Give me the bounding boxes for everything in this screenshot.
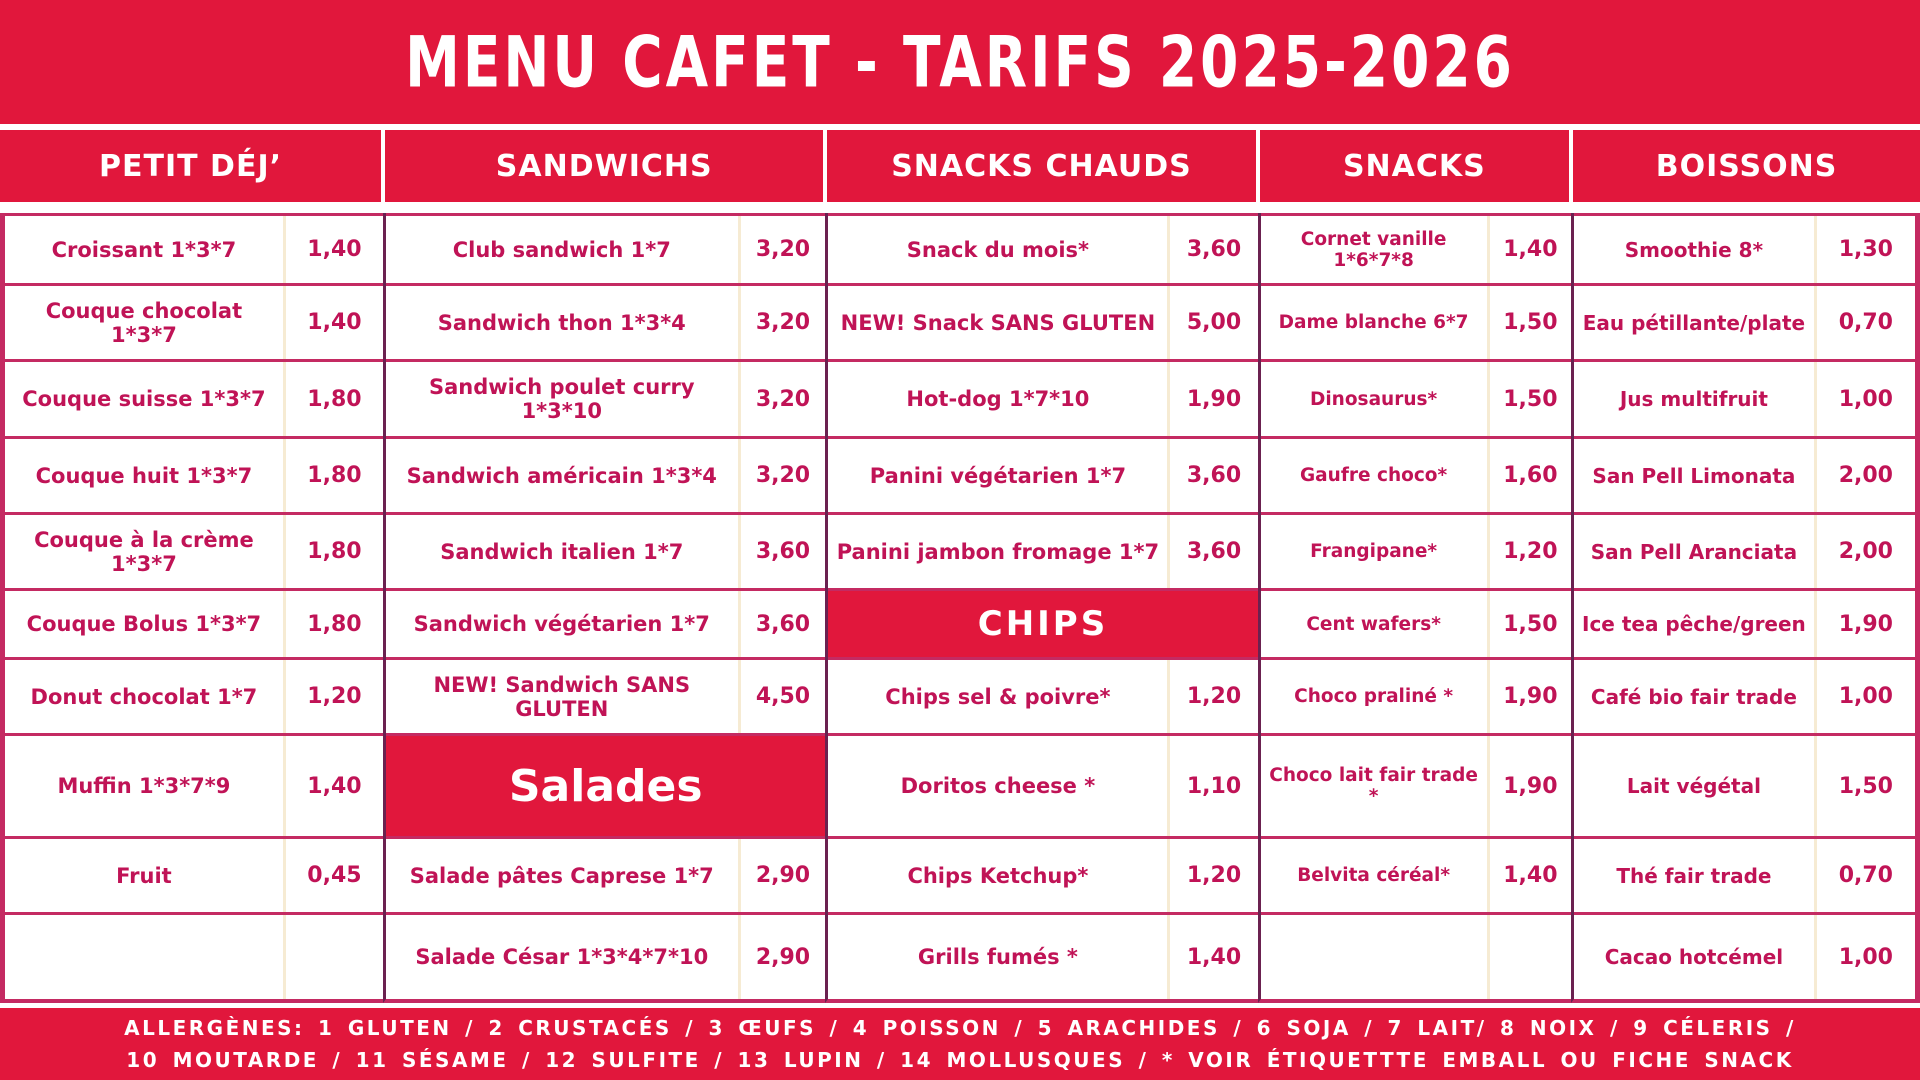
item-name: Dinosaurus* [1309, 388, 1438, 410]
item-name: Eau pétillante/plate [1582, 310, 1806, 335]
item-name: Jus multifruit [1619, 387, 1768, 411]
menu-item-row [1574, 836, 1915, 912]
menu-item-row [1574, 512, 1915, 588]
item-price: 3,20 [738, 286, 826, 359]
column-header: SNACKS CHAUDS [827, 130, 1255, 202]
menu-item-row [828, 436, 1257, 512]
item-price: 2,00 [1814, 515, 1915, 588]
item-name: Grills fumés * [917, 945, 1078, 969]
empty-name-cell [1261, 915, 1487, 999]
item-price: 1,40 [1487, 216, 1571, 283]
item-price: 1,50 [1487, 591, 1571, 657]
item-price: 1,40 [283, 216, 383, 283]
item-price: 1,90 [1487, 736, 1571, 836]
menu-item-row [5, 213, 383, 283]
section-banner: CHIPS [828, 591, 1257, 657]
item-name: Sandwich italien 1*7 [440, 539, 684, 564]
menu-item-row [1574, 588, 1915, 657]
item-name: Doritos cheese * [900, 774, 1096, 798]
title-banner [0, 0, 1920, 124]
menu-item-row [1574, 657, 1915, 733]
item-name: Salade pâtes Caprese 1*7 [409, 863, 714, 888]
menu-item-row [5, 359, 383, 436]
item-price: 1,10 [1167, 736, 1257, 836]
menu-item-row [1574, 912, 1915, 999]
item-name: Sandwich poulet curry 1*3*10 [428, 375, 695, 423]
item-name: Smoothie 8* [1624, 237, 1764, 262]
menu-item-row [1574, 359, 1915, 436]
item-name: Couque suisse 1*3*7 [22, 387, 266, 411]
menu-item-row [828, 912, 1257, 999]
item-price: 0,45 [283, 839, 383, 912]
column-header: PETIT DÉJ’ [0, 130, 381, 202]
column-header: SANDWICHS [385, 130, 823, 202]
item-price: 1,00 [1814, 362, 1915, 436]
item-name: Salade César 1*3*4*7*10 [415, 945, 709, 969]
menu-item-row [5, 588, 383, 657]
item-price: 3,20 [738, 362, 826, 436]
menu-item-row [5, 657, 383, 733]
item-price: 1,40 [283, 286, 383, 359]
item-price: 1,40 [1167, 915, 1257, 999]
item-price: 2,90 [738, 915, 826, 999]
menu-item-row [5, 436, 383, 512]
menu-item-row [1574, 213, 1915, 283]
item-price: 1,50 [1814, 736, 1915, 836]
menu-column [383, 130, 825, 1003]
menu-item-row [828, 213, 1257, 283]
item-name: Donut chocolat 1*7 [30, 684, 258, 709]
item-price: 1,90 [1167, 362, 1257, 436]
menu-item-row [386, 283, 825, 359]
item-name: Frangipane* [1310, 541, 1438, 562]
item-name: Hot-dog 1*7*10 [906, 387, 1090, 411]
item-name: Chips Ketchup* [907, 863, 1089, 888]
empty-price-cell [283, 915, 383, 999]
column-body [383, 213, 825, 1003]
item-name: San Pell Aranciata [1590, 539, 1798, 564]
menu-item-row [1261, 283, 1572, 359]
menu-item-row [1574, 283, 1915, 359]
item-price: 1,00 [1814, 660, 1915, 733]
section-banner-row [828, 588, 1257, 657]
item-price: 3,20 [738, 439, 826, 512]
item-price: 3,20 [738, 216, 826, 283]
item-price: 3,60 [1167, 216, 1257, 283]
column-body [825, 213, 1257, 1003]
item-price: 1,40 [283, 736, 383, 836]
column-header: SNACKS [1260, 130, 1570, 202]
item-name: Sandwich thon 1*3*4 [437, 310, 686, 335]
item-price: 1,50 [1487, 362, 1571, 436]
item-name: San Pell Limonata [1592, 463, 1796, 488]
item-name: Couque à la crème 1*3*7 [34, 527, 254, 576]
menu-item-row [828, 657, 1257, 733]
item-name: Belvita céréal* [1297, 865, 1451, 886]
menu-table [0, 130, 1920, 1003]
menu-item-row [386, 836, 825, 912]
column-body [1571, 213, 1920, 1003]
item-name: Choco lait fair trade * [1269, 765, 1478, 807]
menu-item-row [1574, 733, 1915, 836]
menu-column [0, 130, 383, 1003]
item-price: 1,20 [283, 660, 383, 733]
item-name: Club sandwich 1*7 [452, 237, 671, 262]
item-price: 3,60 [738, 591, 826, 657]
item-price: 2,90 [738, 839, 826, 912]
item-name: Couque chocolat 1*3*7 [45, 298, 243, 347]
item-name: Couque Bolus 1*3*7 [26, 612, 262, 636]
allergen-line-2: 10 MOUTARDE / 11 SÉSAME / 12 SULFITE / 13 LUPIN / 14 MOLLUSQUES / * VOIR ÉTIQUETTTE EMBALL OU FICHE SNACK [126, 1048, 1794, 1072]
menu-item-row [386, 912, 825, 999]
menu-item-row [386, 359, 825, 436]
empty-row [1261, 912, 1572, 999]
empty-row [5, 912, 383, 999]
menu-item-row [386, 213, 825, 283]
item-price: 3,60 [1167, 439, 1257, 512]
allergen-footer [0, 1008, 1920, 1080]
item-name: Cent wafers* [1306, 613, 1441, 635]
menu-column [1258, 130, 1572, 1003]
item-name: Fruit [116, 863, 172, 888]
menu-item-row [828, 733, 1257, 836]
column-body [0, 213, 383, 1003]
page-title: MENU CAFET - TARIFS 2025-2026 [405, 21, 1515, 103]
item-name: Café bio fair trade [1590, 684, 1797, 709]
section-banner: Salades [386, 736, 825, 836]
allergen-line-1: ALLERGÈNES: 1 GLUTEN / 2 CRUSTACÉS / 3 ŒUFS / 4 POISSON / 5 ARACHIDES / 6 SOJA / 7 LAIT/ 8 NOIX / 9 CÉLERIS / [124, 1016, 1796, 1040]
item-price: 1,20 [1487, 515, 1571, 588]
menu-item-row [386, 588, 825, 657]
item-name: Dame blanche 6*7 [1278, 312, 1469, 333]
menu-item-row [1261, 359, 1572, 436]
menu-item-row [5, 733, 383, 836]
menu-column [825, 130, 1257, 1003]
item-name: Panini jambon fromage 1*7 [836, 539, 1160, 564]
menu-column [1571, 130, 1920, 1003]
item-name: Snack du mois* [906, 237, 1090, 262]
item-price: 5,00 [1167, 286, 1257, 359]
item-price: 2,00 [1814, 439, 1915, 512]
item-price: 1,90 [1487, 660, 1571, 733]
item-name: Sandwich américain 1*3*4 [406, 463, 717, 488]
item-name: Couque huit 1*3*7 [35, 463, 253, 488]
item-price: 1,50 [1487, 286, 1571, 359]
menu-item-row [386, 436, 825, 512]
menu-item-row [828, 512, 1257, 588]
item-price: 0,70 [1814, 286, 1915, 359]
column-header: BOISSONS [1573, 130, 1920, 202]
item-price: 1,40 [1487, 839, 1571, 912]
item-price: 1,80 [283, 362, 383, 436]
item-price: 1,30 [1814, 216, 1915, 283]
item-price: 1,80 [283, 515, 383, 588]
menu-item-row [5, 283, 383, 359]
item-price: 1,20 [1167, 839, 1257, 912]
item-name: Gaufre choco* [1300, 465, 1448, 486]
item-price: 1,00 [1814, 915, 1915, 999]
menu-item-row [828, 836, 1257, 912]
menu-item-row [1261, 436, 1572, 512]
item-price: 1,80 [283, 439, 383, 512]
item-name: Thé fair trade [1616, 863, 1772, 888]
menu-item-row [1574, 436, 1915, 512]
item-price: 1,80 [283, 591, 383, 657]
item-name: Cornet vanille 1*6*7*8 [1300, 228, 1447, 271]
item-name: NEW! Snack SANS GLUTEN [840, 310, 1156, 335]
item-name: Choco praliné * [1294, 686, 1454, 707]
item-name: NEW! Sandwich SANS GLUTEN [433, 672, 691, 721]
menu-item-row [828, 283, 1257, 359]
column-body [1258, 213, 1572, 1003]
menu-item-row [386, 512, 825, 588]
item-name: Muffin 1*3*7*9 [57, 774, 231, 798]
item-name: Lait végétal [1626, 774, 1761, 798]
menu-item-row [5, 512, 383, 588]
menu-item-row [1261, 733, 1572, 836]
item-name: Chips sel & poivre* [885, 684, 1111, 709]
item-name: Croissant 1*3*7 [51, 237, 237, 262]
item-price: 1,90 [1814, 591, 1915, 657]
item-price: 3,60 [738, 515, 826, 588]
menu-item-row [1261, 836, 1572, 912]
item-name: Ice tea pêche/green [1582, 612, 1806, 636]
menu-item-row [1261, 213, 1572, 283]
menu-item-row [1261, 588, 1572, 657]
item-price: 1,20 [1167, 660, 1257, 733]
menu-item-row [1261, 657, 1572, 733]
item-price: 3,60 [1167, 515, 1257, 588]
item-price: 0,70 [1814, 839, 1915, 912]
empty-name-cell [5, 915, 283, 999]
item-price: 1,60 [1487, 439, 1571, 512]
item-price: 4,50 [738, 660, 826, 733]
menu-item-row [1261, 512, 1572, 588]
section-banner-row [386, 733, 825, 836]
menu-item-row [5, 836, 383, 912]
menu-item-row [828, 359, 1257, 436]
item-name: Sandwich végétarien 1*7 [413, 612, 710, 636]
item-name: Cacao hotcémel [1604, 945, 1784, 969]
item-name: Panini végétarien 1*7 [869, 463, 1127, 488]
empty-price-cell [1487, 915, 1571, 999]
menu-item-row [386, 657, 825, 733]
